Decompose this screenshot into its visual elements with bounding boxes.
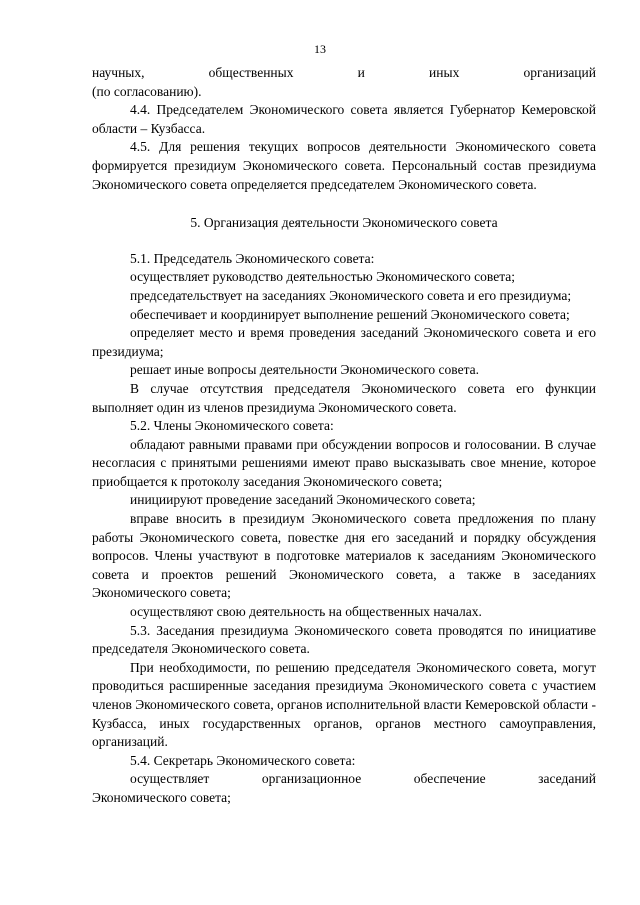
paragraph: Экономического совета; [92,789,231,805]
paragraph: решает иные вопросы деятельности Экономического совета. [130,362,480,378]
paragraph: (по согласованию). [92,83,202,99]
paragraph: осуществляет организационное обеспечение заседаний [130,771,596,787]
paragraph: определяет место и время проведения заседаний Экономического совета и его президиума; [92,325,596,359]
paragraph: При необходимости, по решению председателя Экономического совета, могут проводиться расширенные заседания президиума Экономического совета с участием членов Экономического совета, органов исполнительной власти Кемеровской области - Кузбасса, иных государственных органов, органов местного самоуправления, организаций. [92,659,596,750]
spacer [92,233,596,250]
paragraph: осуществляет руководство деятельностью Экономического совета; [130,269,516,285]
paragraph: обеспечивает и координирует выполнение решений Экономического совета; [130,306,570,322]
paragraph: 5.3. Заседания президиума Экономического совета проводятся по инициативе председателя Экономического совета. [92,622,596,657]
paragraph: председательствует на заседаниях Экономического совета и его президиума; [130,287,572,303]
paragraph: обладают равными правами при обсуждении вопросов и голосовании. В случае несогласия с принятыми решениями имеют право высказывать свое мнение, которое приобщается к протоколу заседания Экономического совета; [92,436,596,489]
paragraph: инициируют проведение заседаний Экономического совета; [130,492,476,508]
paragraph: 5.4. Секретарь Экономического совета: [130,752,356,768]
paragraph: 4.5. Для решения текущих вопросов деятельности Экономического совета формируется президиум Экономического совета. Персональный состав президиума Экономического совета определяется председателем Экономического совета. [92,139,596,192]
paragraph: вправе вносить в президиум Экономического совета предложения по плану работы Экономического совета, повестке дня его заседаний и порядку обсуждения вопросов. Члены участвуют в подготовке материалов к заседаниям Экономического совета и проектов решений Экономического совета, а также в заседаниях Экономического совета; [92,511,596,601]
spacer [92,194,596,214]
page-number: 13 [314,42,326,56]
paragraph: 5.2. Члены Экономического совета: [130,418,334,434]
paragraph: В случае отсутствия председателя Экономического совета его функции выполняет один из членов президиума Экономического совета. [92,380,596,415]
paragraph: 5.1. Председатель Экономического совета: [130,250,375,266]
paragraph: 4.4. Председателем Экономического совета является Губернатор Кемеровской области – Кузбасса. [92,102,596,136]
section-heading: 5. Организация деятельности Экономического совета [190,215,498,231]
paragraph: научных, общественных и иных организаций [92,65,596,80]
document-body [92,64,596,808]
paragraph: осуществляют свою деятельность на общественных началах. [130,604,482,620]
